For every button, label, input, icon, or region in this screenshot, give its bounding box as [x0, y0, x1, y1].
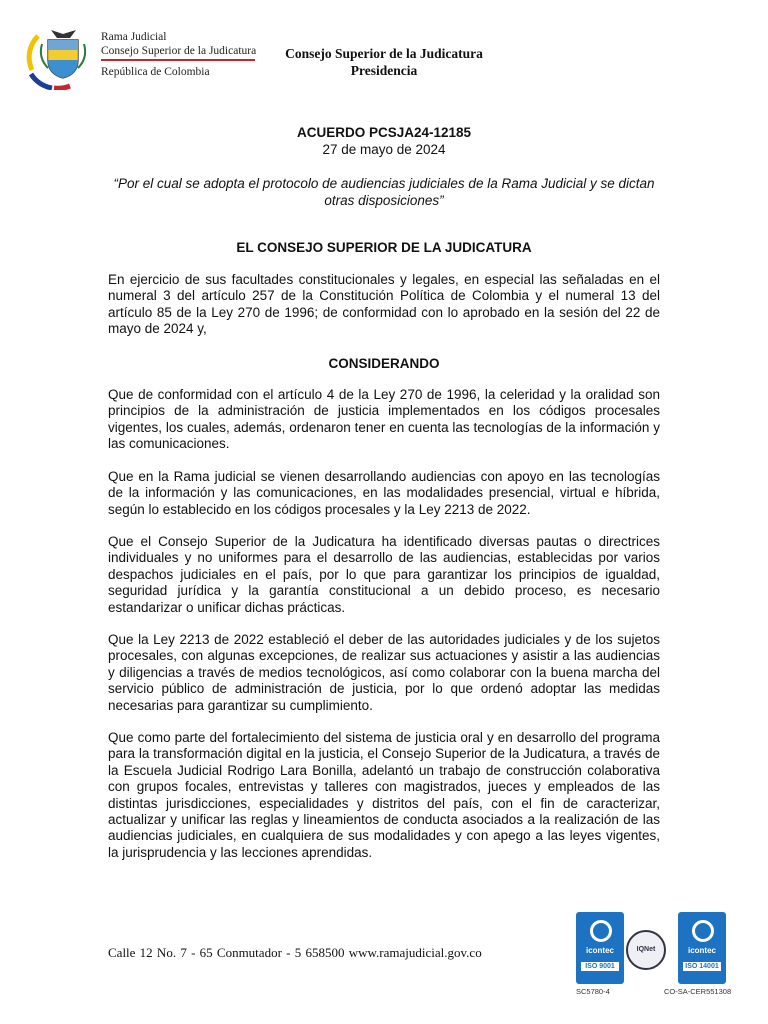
- institution-line-republica: República de Colombia: [101, 66, 210, 78]
- office-name: Consejo Superior de la Judicatura: [285, 46, 483, 61]
- cert-brand: icontec: [687, 946, 716, 955]
- cert-standard: ISO 9001: [581, 962, 619, 971]
- considering-paragraph-4: Que la Ley 2213 de 2022 estableció el deber de las autoridades judiciales y de los sujetos procesales, con algunas excepciones, de realizar sus actuaciones y asistir a las audiencias y diligencias a través de medios tecnológicos, así como colaborar con la buena marcha del servicio público de administración de justicia, por lo que ordenó adoptar las medidas necesarias para garantizar su cumplimiento.: [108, 632, 660, 713]
- cert-standard: ISO 14001: [683, 962, 721, 971]
- document-date: 27 de mayo de 2024: [322, 142, 446, 157]
- institution-divider: [101, 59, 255, 61]
- document-title-block: [108, 124, 660, 158]
- icontec-icon: [692, 920, 714, 942]
- institution-block: [101, 30, 256, 79]
- considering-paragraph-1: Que de conformidad con el artículo 4 de la Ley 270 de 1996, la celeridad y la oralidad son principios de la administración de justicia implementados en los códigos procesales vigentes, los cuales, además, ordenaron tener en cuenta las tecnologías de la información y las comunicaciones.: [108, 387, 660, 452]
- issuer-heading: EL CONSEJO SUPERIOR DE LA JUDICATURA: [236, 240, 532, 255]
- cert-code: SC5780-4: [576, 987, 610, 996]
- footer-address: Calle 12 No. 7 - 65 Conmutador - 5 658500 www.ramajudicial.gov.co: [108, 945, 482, 960]
- icontec-icon: [590, 920, 612, 942]
- cert-brand: icontec: [585, 946, 614, 955]
- office-heading: [266, 45, 502, 79]
- preamble-paragraph: En ejercicio de sus facultades constitucionales y legales, en especial las señaladas en el numeral 3 del artículo 257 de la Constitución Política de Colombia y el numeral 13 del artículo 85 de la Ley 270 de 1996; de conformidad con lo aprobado en la sesión del 22 de mayo de 2024 y,: [108, 272, 660, 337]
- iqnet-seal: IQNet: [626, 930, 666, 970]
- institution-line-rama: Rama Judicial: [101, 31, 167, 43]
- cert-code: CO-SA-CER551308: [664, 987, 732, 996]
- considering-paragraph-5: Que como parte del fortalecimiento del sistema de justicia oral y en desarrollo del programa para la transformación digital en la justicia, el Consejo Superior de la Judicatura, a través de la Escuela Judicial Rodrigo Lara Bonilla, adelantó un trabajo de construcción colaborativa con grupos focales, entrevistas y talleres con magistrados, jueces y empleados de las distintas jurisdicciones, especialidades y distritos del país, con el fin de caracterizar, actualizar y unificar las reglas y lineamientos de conducta asociados a la realización de las audiencias judiciales, en cualquiera de sus modalidades y con apego a las leyes vigentes, la jurisprudencia y las lecciones aprendidas.: [108, 730, 660, 860]
- icontec-iso-9001-badge: [576, 912, 624, 996]
- considering-paragraph-2: Que en la Rama judicial se vienen desarrollando audiencias con apoyo en las tecnologías de la información y las comunicaciones, en las modalidades presencial, virtual e híbrida, según lo establecido en los códigos procesales y la Ley 2213 de 2022.: [108, 469, 660, 517]
- office-unit: Presidencia: [350, 63, 418, 78]
- icontec-iso-14001-badge: [664, 912, 732, 996]
- document-number: ACUERDO PCSJA24-12185: [296, 125, 472, 140]
- colombia-coat-of-arms-icon: [26, 24, 96, 90]
- considering-paragraph-3: Que el Consejo Superior de la Judicatura ha identificado diversas pautas o directrices individuales y no uniformes para el desarrollo de las audiencias, establecidas por varios despachos judiciales en el país, por lo que para garantizar los principios de igualdad, seguridad jurídica y la garantía constitucional a un debido proceso, es necesario estandarizar o unificar dichas prácticas.: [108, 534, 660, 615]
- institution-line-consejo: Consejo Superior de la Judicatura: [101, 45, 257, 57]
- document-subject: “Por el cual se adopta el protocolo de audiencias judiciales de la Rama Judicial y se dictan otras disposiciones”: [113, 176, 655, 208]
- considering-heading: CONSIDERANDO: [328, 356, 440, 371]
